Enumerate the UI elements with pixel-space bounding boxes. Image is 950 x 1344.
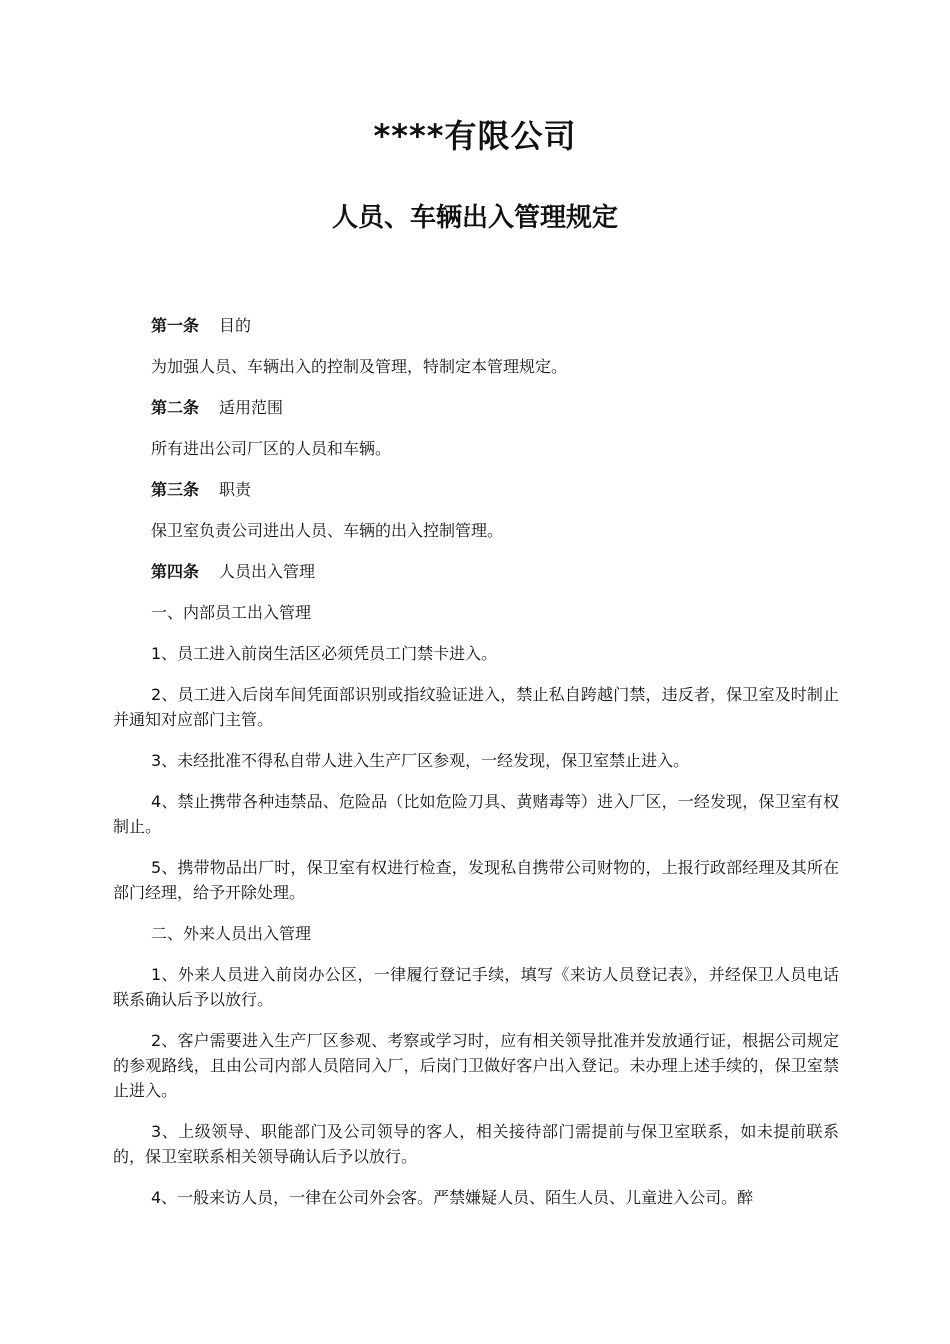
- article-number: 第四条: [151, 562, 200, 581]
- paragraph-internal-1: 1、员工进入前岗生活区必须凭员工门禁卡进入。: [151, 644, 498, 663]
- article-title: 人员出入管理: [219, 562, 316, 581]
- paragraph-external-4: 4、一般来访人员，一律在公司外会客。严禁嫌疑人员、陌生人员、儿童进入公司。醉: [151, 1188, 754, 1207]
- paragraph-purpose: 为加强人员、车辆出入的控制及管理，特制定本管理规定。: [151, 357, 568, 376]
- article-title: 职责: [219, 480, 252, 499]
- article-title: 适用范围: [219, 398, 284, 417]
- article-heading-1: [113, 313, 839, 338]
- paragraph-duty: 保卫室负责公司进出人员、车辆的出入控制管理。: [151, 521, 504, 540]
- article-number: 第二条: [151, 398, 200, 417]
- paragraph-external-2: 2、客户需要进入生产厂区参观、考察或学习时，应有相关领导批准并发放通行证，根据公司规定的参观路线，且由公司内部人员陪同入厂，后岗门卫做好客户出入登记。未办理上述手续的，保卫室禁止进入。: [113, 1031, 839, 1100]
- paragraph-internal-3: 3、未经批准不得私自带人进入生产厂区参观，一经发现，保卫室禁止进入。: [151, 751, 690, 770]
- document-title: 人员、车辆出入管理规定: [331, 203, 618, 233]
- paragraph-internal-5: 5、携带物品出厂时，保卫室有权进行检查，发现私自携带公司财物的，上报行政部经理及其所在部门经理，给予开除处理。: [113, 858, 839, 902]
- paragraph-external-1: 1、外来人员进入前岗办公区，一律履行登记手续，填写《来访人员登记表》，并经保卫人员电话联系确认后予以放行。: [113, 965, 839, 1009]
- paragraph-internal-2: 2、员工进入后岗车间凭面部识别或指纹验证进入，禁止私自跨越门禁，违反者，保卫室及时制止并通知对应部门主管。: [113, 685, 839, 729]
- paragraph-scope: 所有进出公司厂区的人员和车辆。: [151, 439, 392, 458]
- paragraph-internal-4: 4、禁止携带各种违禁品、危险品（比如危险刀具、黄赌毒等）进入厂区，一经发现，保卫室有权制止。: [113, 792, 839, 836]
- article-heading-2: [113, 395, 839, 420]
- article-heading-4: [113, 559, 839, 584]
- article-title: 目的: [219, 316, 252, 335]
- company-title: ****有限公司: [373, 117, 577, 155]
- document-body: [113, 313, 839, 1226]
- article-number: 第三条: [151, 480, 200, 499]
- paragraph-external-3: 3、上级领导、职能部门及公司领导的客人，相关接待部门需提前与保卫室联系，如未提前联系的，保卫室联系相关领导确认后予以放行。: [113, 1122, 839, 1166]
- article-heading-3: [113, 477, 839, 502]
- article-number: 第一条: [151, 316, 200, 335]
- section-heading-internal: 一、内部员工出入管理: [151, 603, 312, 622]
- section-heading-external: 二、外来人员出入管理: [151, 924, 312, 943]
